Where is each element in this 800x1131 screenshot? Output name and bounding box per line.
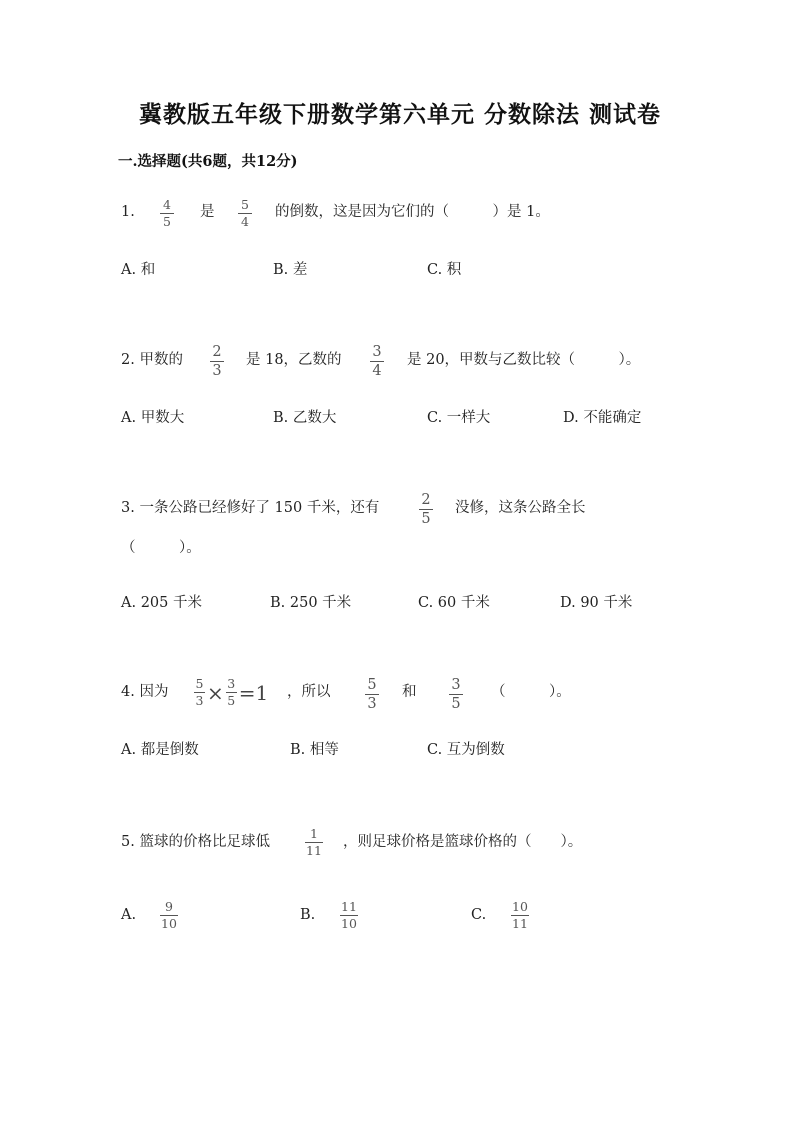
q5-option-a-label: A. bbox=[121, 907, 137, 923]
denominator: 3 bbox=[212, 363, 222, 379]
q2-text-1: 是 18，乙数的 bbox=[246, 352, 342, 368]
q3-option-b[interactable]: B. 250 千米 bbox=[270, 595, 352, 611]
numerator: 2 bbox=[212, 344, 222, 360]
denominator: 4 bbox=[372, 363, 382, 379]
numerator: 5 bbox=[241, 197, 249, 212]
denominator: 4 bbox=[241, 214, 249, 229]
q1-option-c[interactable]: C. 积 bbox=[427, 262, 462, 278]
q5-option-c-label: C. bbox=[471, 907, 487, 923]
q3-text-1: 没修，这条公路全长 bbox=[455, 500, 586, 516]
denominator: 3 bbox=[367, 696, 377, 712]
denominator: 5 bbox=[163, 214, 171, 229]
q4-text-1: ，所以 bbox=[287, 684, 331, 700]
q3-option-a[interactable]: A. 205 千米 bbox=[121, 595, 202, 611]
numerator: 4 bbox=[163, 197, 171, 212]
q4-text-0: 4. 因为 bbox=[121, 684, 169, 700]
page-title: 冀教版五年级下册数学第六单元 分数除法 测试卷 bbox=[138, 101, 661, 128]
denominator: 5 bbox=[421, 511, 431, 527]
q5-text-1: ，则足球价格是篮球价格的（ ）。 bbox=[343, 834, 583, 850]
q4-text-2: 和 bbox=[402, 684, 417, 700]
q1-text-1: 是 bbox=[200, 204, 215, 220]
denominator: 11 bbox=[306, 843, 322, 858]
denominator: 3 bbox=[195, 693, 204, 708]
q3-text-0: 3. 一条公路已经修好了 150 千米，还有 bbox=[121, 500, 380, 516]
q5-option-b-label: B. bbox=[300, 907, 316, 923]
denominator: 5 bbox=[227, 693, 236, 708]
q4-text-3: （ ）。 bbox=[491, 684, 571, 700]
q4-fraction-2 bbox=[449, 677, 463, 712]
q4-option-b[interactable]: B. 相等 bbox=[290, 742, 339, 758]
denominator: 5 bbox=[451, 696, 461, 712]
q1-text-2: 的倒数，这是因为它们的（ ）是 1。 bbox=[275, 204, 550, 220]
q2-text-2: 是 20，甲数与乙数比较（ ）。 bbox=[407, 352, 641, 368]
numerator: 9 bbox=[165, 899, 173, 914]
numerator: 1 bbox=[310, 826, 318, 841]
q4-equation-fraction-1 bbox=[194, 677, 205, 708]
denominator: 10 bbox=[341, 916, 357, 931]
q1-option-b[interactable]: B. 差 bbox=[273, 262, 308, 278]
q2-fraction-1 bbox=[210, 344, 224, 379]
q5-option-b-fraction bbox=[340, 900, 358, 931]
q2-option-a[interactable]: A. 甲数大 bbox=[121, 410, 185, 426]
q1-number: 1. bbox=[121, 204, 135, 220]
q3-fraction-1 bbox=[419, 492, 433, 527]
q1-fraction-2 bbox=[238, 198, 252, 229]
q4-equation bbox=[194, 677, 270, 708]
numerator: 10 bbox=[512, 899, 528, 914]
q1-fraction-1 bbox=[160, 198, 174, 229]
q3-option-c[interactable]: C. 60 千米 bbox=[418, 595, 490, 611]
q5-option-c-fraction bbox=[511, 900, 529, 931]
numerator: 5 bbox=[367, 677, 377, 693]
q2-option-c[interactable]: C. 一样大 bbox=[427, 410, 491, 426]
q2-text-0: 2. 甲数的 bbox=[121, 352, 183, 368]
numerator: 3 bbox=[451, 677, 461, 693]
q2-option-d[interactable]: D. 不能确定 bbox=[563, 410, 642, 426]
q5-text-0: 5. 篮球的价格比足球低 bbox=[121, 834, 270, 850]
numerator: 3 bbox=[372, 344, 382, 360]
q1-option-a[interactable]: A. 和 bbox=[121, 262, 156, 278]
q3-text-2: （ ）。 bbox=[121, 540, 201, 556]
numerator: 3 bbox=[227, 676, 236, 691]
q4-option-c[interactable]: C. 互为倒数 bbox=[427, 742, 505, 758]
q2-option-b[interactable]: B. 乙数大 bbox=[273, 410, 337, 426]
equals-one: =1 bbox=[238, 680, 269, 705]
q2-fraction-2 bbox=[370, 344, 384, 379]
q5-fraction-1 bbox=[305, 827, 323, 858]
numerator: 2 bbox=[421, 492, 431, 508]
q5-option-a-fraction bbox=[160, 900, 178, 931]
q4-fraction-1 bbox=[365, 677, 379, 712]
numerator: 11 bbox=[341, 899, 357, 914]
q3-option-d[interactable]: D. 90 千米 bbox=[560, 595, 633, 611]
q4-equation-fraction-2 bbox=[226, 677, 237, 708]
times-sign: × bbox=[207, 680, 224, 705]
numerator: 5 bbox=[195, 676, 204, 691]
denominator: 11 bbox=[512, 916, 528, 931]
denominator: 10 bbox=[161, 916, 177, 931]
q4-option-a[interactable]: A. 都是倒数 bbox=[121, 742, 199, 758]
section-heading: 一.选择题(共6题，共12分) bbox=[118, 153, 298, 170]
